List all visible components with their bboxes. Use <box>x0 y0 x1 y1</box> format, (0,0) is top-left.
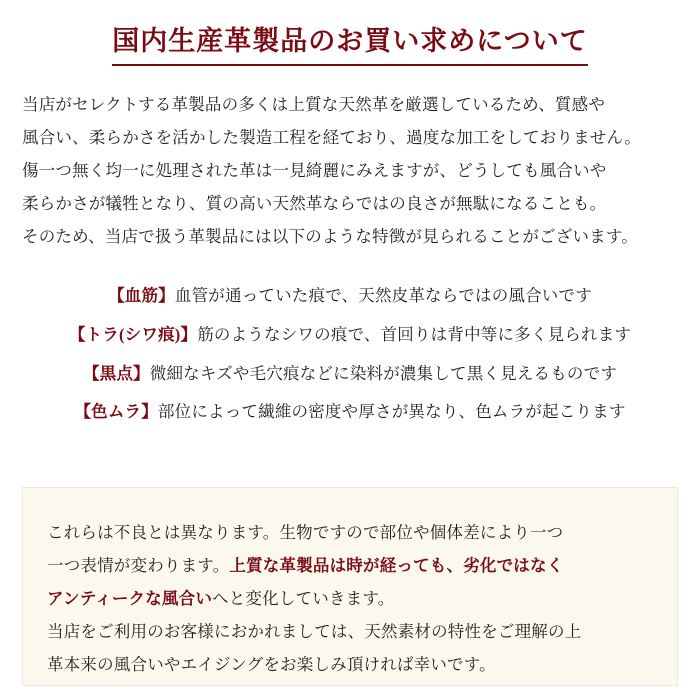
note-line <box>47 648 653 681</box>
feature-item <box>0 393 700 432</box>
feature-item <box>0 316 700 355</box>
feature-description: 微細なキズや毛穴痕などに染料が濃集して黒く見えるものです <box>149 363 618 383</box>
intro-paragraph <box>22 88 678 253</box>
feature-term: 【黒点】 <box>82 363 150 383</box>
feature-item <box>0 355 700 394</box>
note-box <box>22 487 678 686</box>
note-highlight: 劣化ではなく <box>463 556 564 575</box>
feature-description: 筋のようなシワの痕で、首回りは背中等に多く見られます <box>197 324 632 344</box>
note-line-text: 一つ表情が変わります。 <box>47 556 230 575</box>
feature-term: 【トラ(シワ痕)】 <box>68 324 198 344</box>
note-line-text: 当店をご利用のお客様におかれましては、天然素材の特性をご理解の上 <box>47 622 582 641</box>
intro-line: 傷一つ無く均一に処理された革は一見綺麗にみえますが、どうしても風合いや <box>22 161 607 181</box>
feature-term: 【血筋】 <box>108 286 175 306</box>
intro-line: 当店がセレクトする革製品の多くは上質な天然革を厳選しているため、質感や <box>22 95 606 115</box>
note-line-text: へと変化していきます。 <box>212 589 395 608</box>
page-title-container <box>0 0 700 66</box>
note-line <box>47 549 653 582</box>
feature-item <box>0 277 700 316</box>
feature-term: 【色ムラ】 <box>74 402 158 422</box>
note-line-text: 革本来の風合いやエイジングをお楽しみ頂ければ幸いです。 <box>47 655 496 674</box>
intro-line: 風合い、柔らかさを活かした製造工程を経ており、過度な加工をしておりません。 <box>22 128 641 148</box>
note-highlight: 上質な革製品は時が経っても、 <box>229 556 464 575</box>
intro-line: 柔らかさが犠牲となり、質の高い天然革ならではの良さが無駄になることも。 <box>22 194 607 214</box>
feature-description: 血管が通っていた痕で、天然皮革ならではの風合いです <box>174 286 592 306</box>
note-text <box>23 488 677 681</box>
feature-description: 部位によって繊維の密度や厚さが異なり、色ムラが起こります <box>157 402 626 422</box>
note-line <box>47 516 653 549</box>
note-line <box>47 582 653 615</box>
intro-line: そのため、当店で扱う革製品には以下のような特徴が見られることがございます。 <box>22 227 638 247</box>
note-line-text: これらは不良とは異なります。生物ですので部位や個体差により一つ <box>47 523 564 542</box>
note-line <box>47 615 653 648</box>
note-highlight: アンティークな風合い <box>47 589 213 608</box>
page-title: 国内生産革製品のお買い求めについて <box>112 24 587 66</box>
feature-list <box>0 277 700 432</box>
